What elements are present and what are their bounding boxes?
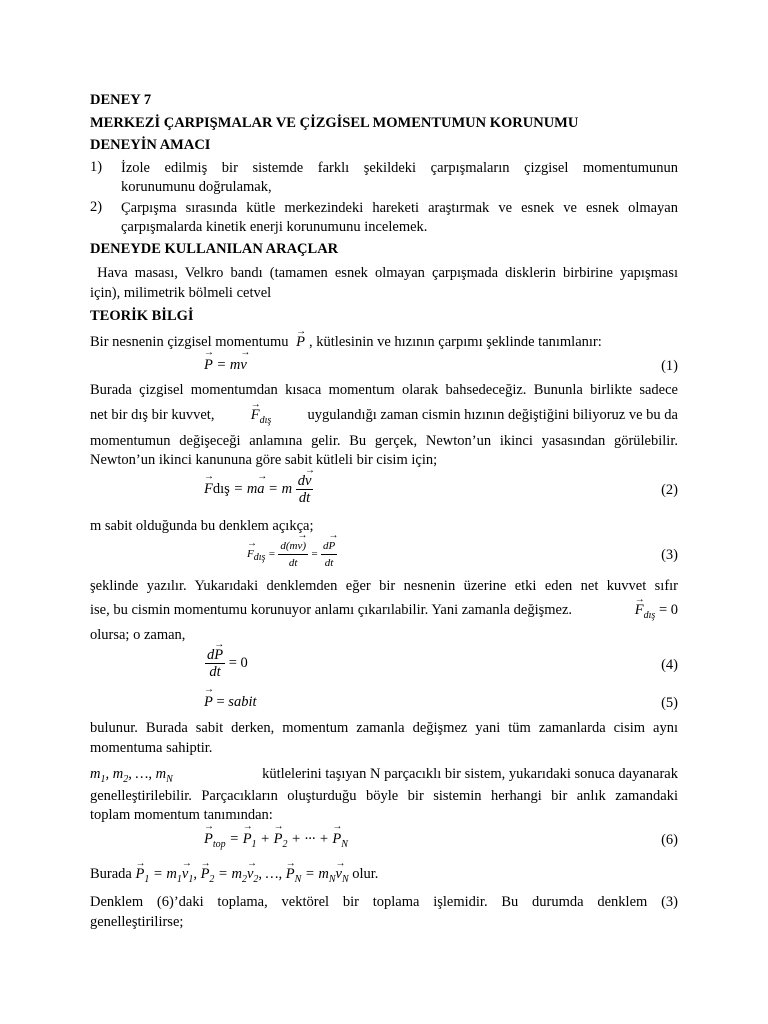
equation-number-1: (1) [661, 358, 678, 374]
aim-2-line2: çarpışmalarda kinetik enerji korunumunu incelemek. [121, 219, 428, 235]
equation-3: → $F_{dış}$ = $\frac{d(m\to v)}{dt}$ = $\frac{d\to P}{dt}$ [247, 538, 337, 571]
paragraph-line: olursa; o zaman, [90, 627, 186, 643]
tools-line2: için), milimetrik bölmeli cetvel [90, 285, 272, 301]
equation-1: → P = m→ v [204, 357, 247, 374]
aim-1-line2: korunumunu doğrulamak, [121, 179, 272, 195]
list-item-number: 1) [90, 159, 103, 175]
equation-number-3: (3) [661, 547, 678, 563]
paragraph-line: Denklem (6)’daki toplama, vektörel bir toplama işlemidir. Bu durumda denklem (3) [90, 894, 678, 910]
theory-heading: TEORİK BİLGİ [90, 308, 194, 324]
paragraph-line: m sabit olduğunda bu denklem açıkça; [90, 518, 314, 534]
aim-2-line1: Çarpışma sırasında kütle merkezindeki hareketi araştırmak ve esnek ve esnek olmayan [121, 200, 678, 216]
paragraph-line: şeklinde yazılır. Yukarıdaki denklemden eğer bir nesnenin üzerine etki eden net kuvvet sıfır [90, 578, 678, 594]
equation-5: → P = sabit [204, 694, 257, 711]
momentum-symbol: → P [296, 333, 305, 351]
equation-number-6: (6) [661, 832, 678, 848]
experiment-title: MERKEZİ ÇARPIŞMALAR VE ÇİZGİSEL MOMENTUMUN KORUNUMU [90, 115, 579, 131]
list-item-number: 2) [90, 199, 103, 215]
equation-number-2: (2) [661, 482, 678, 498]
equation-2: → Fdış = m→ a = m $\frac{d\to v}{dt}$ [204, 473, 313, 506]
experiment-number: DENEY 7 [90, 92, 152, 108]
paragraph-line-masses: $m_1$, $m_2$, …, $m_N$ kütlelerini taşıyan N parçacıklı bir sistem, yukarıdaki sonuca dayanarak [90, 765, 678, 789]
equation-4: $\frac{d\to P}{dt}$ = 0 [205, 647, 248, 680]
zero-force-condition: → $F_{dış} = 0$ [635, 601, 678, 625]
equation-number-5: (5) [661, 695, 678, 711]
paragraph-line: genelleştirilebilir. Parçacıkların oluşturduğu böyle bir sistemin herhangi bir anlık zamandaki [90, 788, 678, 804]
equation-6: → $P_{top}$ = → $P_1$ + → $P_2$ + ··· + → $P_N$ [204, 831, 348, 850]
external-force-symbol: → $F_{dış}$ [251, 406, 272, 430]
paragraph-line: toplam momentum tanımından: [90, 807, 273, 823]
paragraph-line: Newton’un ikinci kanununa göre sabit kütleli bir cisim için; [90, 452, 438, 468]
paragraph-line: momentumun değişeceği anlamına gelir. Bu gerçek, Newton’un ikinci yasasından görülebilir. [90, 433, 678, 449]
paragraph-line-force: net bir dış bir kuvvet, → $F_{dış}$ uygulandığı zaman cismin hızının değiştiğini biliyoruz ve bu da [90, 406, 678, 430]
individual-momenta: → $P_1 = m_1\to v_1$, → $P_2 = m_2\to v_2$, …, → $P_N = m_N\to v_N$ [136, 866, 349, 882]
tools-heading: DENEYDE KULLANILAN ARAÇLAR [90, 241, 339, 257]
aim-1-line1: İzole edilmiş bir sistemde farklı şekildeki çarpışmaların çizgisel momentumunun [121, 160, 678, 176]
paragraph-momentum-definition: Bir nesnenin çizgisel momentumu → P , kütlesinin ve hızının çarpımı şeklinde tanımlanır: [90, 333, 678, 351]
masses-list: $m_1$, $m_2$, …, $m_N$ [90, 766, 173, 785]
paragraph-line-zero-force: ise, bu cismin momentumu korunuyor anlamı çıkarılabilir. Yani zamanla değişmez. → $F_{dış} = 0$ [90, 601, 678, 625]
paragraph-line: genelleştirilirse; [90, 914, 184, 930]
aim-heading: DENEYİN AMACI [90, 137, 211, 153]
paragraph-line: bulunur. Burada sabit derken, momentum zamanla değişmez yani tüm zamanlarda cisim aynı [90, 720, 678, 736]
paragraph-line: momentuma sahiptir. [90, 740, 213, 756]
paragraph-line: Burada çizgisel momentumdan kısaca momentum olarak bahsedeceğiz. Bununla birlikte sadece [90, 382, 678, 398]
tools-line1: Hava masası, Velkro bandı (tamamen esnek olmayan çarpışmada disklerin birbirine yapışması [90, 265, 678, 281]
paragraph-momenta-definitions: Burada → $P_1 = m_1\to v_1$, → $P_2 = m_2\to v_2$, …, → $P_N = m_N\to v_N$ olur. [90, 865, 678, 889]
equation-number-4: (4) [661, 657, 678, 673]
